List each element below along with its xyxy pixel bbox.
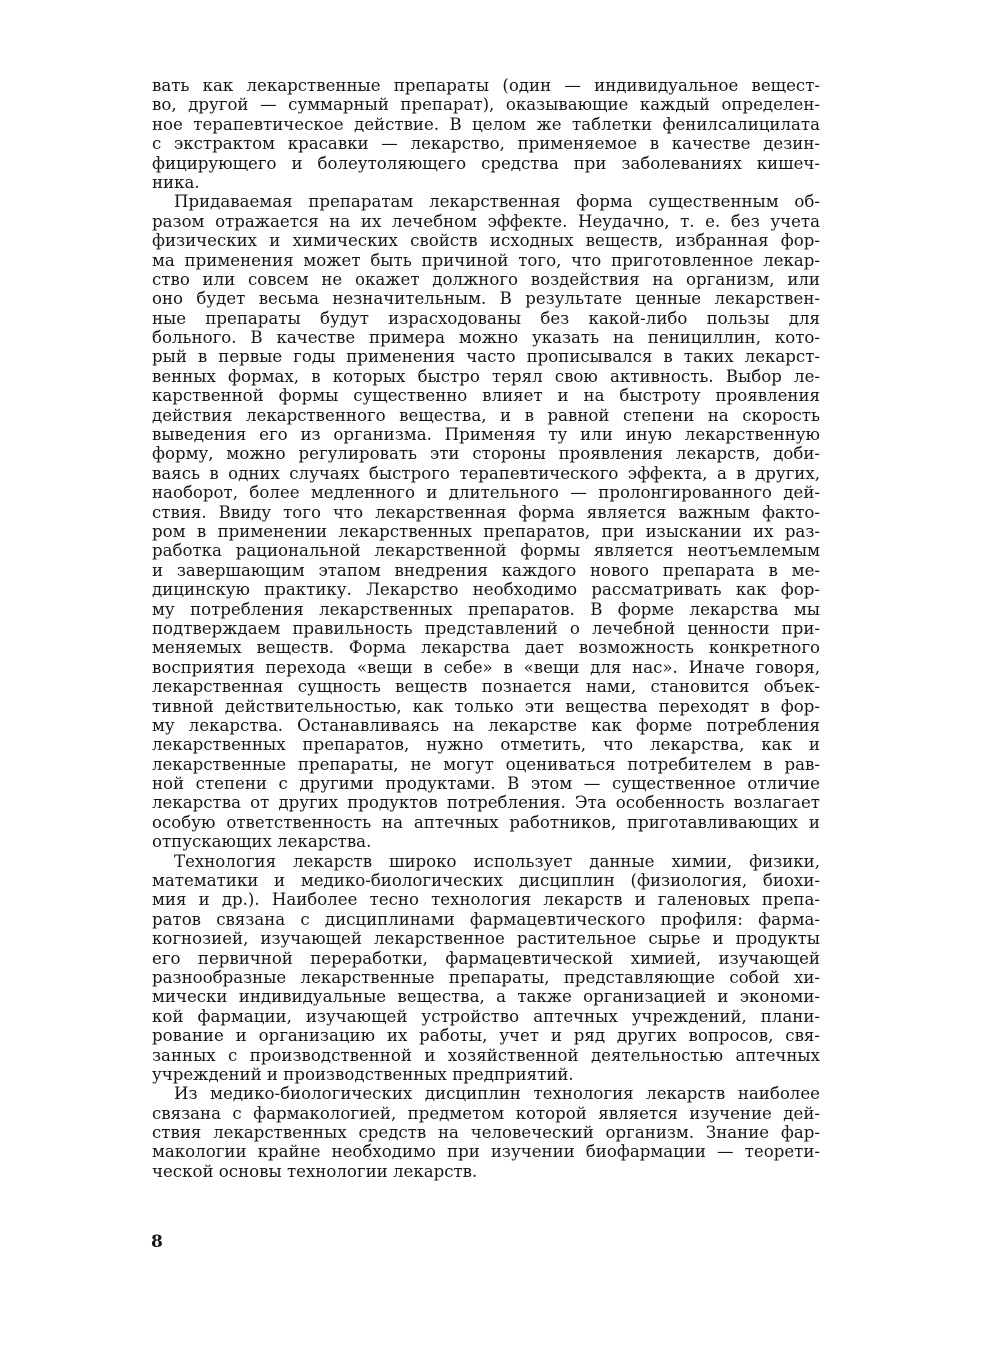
text-line: лекарственная сущность веществ познается нами, становится объек-: [152, 677, 820, 697]
text-line: мия и др.). Наиболее тесно технология лекарств и галеновых препа-: [152, 890, 820, 910]
text-line: му потребления лекарственных препаратов. В форме лекарства мы: [152, 599, 820, 619]
text-line: рый в первые годы применения часто прописывался в таких лекарст-: [152, 347, 820, 367]
text-line: разнообразные лекарственные препараты, представляющие собой хи-: [152, 967, 820, 987]
paragraph: [152, 76, 820, 192]
text-line: лекарственных препаратов, нужно отметить, что лекарства, как и: [152, 735, 820, 755]
body-text: [152, 76, 820, 1181]
text-line: макологии крайне необходимо при изучении биофармации — теорети-: [152, 1142, 820, 1162]
text-line: во, другой — суммарный препарат), оказывающие каждый определен-: [152, 95, 820, 115]
text-line: ство или совсем не окажет должного воздействия на организм, или: [152, 269, 820, 289]
text-line: занных с производственной и хозяйственной деятельностью аптечных: [152, 1045, 820, 1065]
text-line: и завершающим этапом внедрения каждого нового препарата в ме-: [152, 560, 820, 580]
text-line: дицинскую практику. Лекарство необходимо рассматривать как фор-: [152, 580, 820, 600]
text-line: меняемых веществ. Форма лекарства дает возможность конкретного: [152, 638, 820, 658]
text-line: ника.: [152, 172, 200, 192]
text-line: ное терапевтическое действие. В целом же таблетки фенилсалицилата: [152, 114, 820, 134]
text-line: ствия лекарственных средств на человеческий организм. Знание фар-: [152, 1123, 820, 1143]
text-line: наоборот, более медленного и длительного — пролонгированного дей-: [152, 483, 820, 503]
paragraph: [152, 852, 820, 1085]
text-line: Придаваемая препаратам лекарственная форма существенным об-: [174, 192, 820, 212]
text-line: мически индивидуальные вещества, а также организацией и экономи-: [152, 987, 820, 1007]
text-line: учреждений и производственных предприятий.: [152, 1064, 574, 1084]
text-line: рование и организацию их работы, учет и ряд других вопросов, свя-: [152, 1026, 820, 1046]
text-line: оно будет весьма незначительным. В результате ценные лекарствен-: [152, 289, 820, 309]
text-line: действия лекарственного вещества, и в равной степени на скорость: [152, 405, 820, 425]
text-line: му лекарства. Останавливаясь на лекарстве как форме потребления: [152, 715, 820, 735]
paragraph: [152, 192, 820, 851]
text-line: кой фармации, изучающей устройство аптечных учреждений, плани-: [152, 1006, 820, 1026]
text-line: особую ответственность на аптечных работников, приготавливающих и: [152, 812, 820, 832]
text-line: тивной действительностью, как только эти вещества переходят в фор-: [152, 696, 820, 716]
text-line: форму, можно регулировать эти стороны проявления лекарств, доби-: [152, 444, 820, 464]
text-line: подтверждаем правильность представлений о лечебной ценности при-: [152, 618, 820, 638]
text-line: ваясь в одних случаях быстрого терапевтического эффекта, а в других,: [152, 463, 820, 483]
text-line: ром в применении лекарственных препаратов, при изыскании их раз-: [152, 521, 820, 541]
text-line: ратов связана с дисциплинами фармацевтического профиля: фарма-: [152, 909, 820, 929]
text-line: Технология лекарств широко использует данные химии, физики,: [174, 851, 820, 871]
text-line: восприятия перехода «вещи в себе» в «вещи для нас». Иначе говоря,: [152, 657, 820, 677]
text-line: ствия. Ввиду того что лекарственная форма является важным факто-: [152, 502, 820, 522]
text-line: связана с фармакологией, предметом которой является изучение дей-: [152, 1103, 820, 1123]
text-line: лекарственные препараты, не могут оцениваться потребителем в рав-: [152, 754, 820, 774]
text-line: Из медико-биологических дисциплин технология лекарств наиболее: [174, 1084, 820, 1104]
text-line: его первичной переработки, фармацевтической химией, изучающей: [152, 948, 820, 968]
paragraph: [152, 1084, 820, 1181]
text-line: фицирующего и болеутоляющего средства при заболеваниях кишеч-: [152, 153, 820, 173]
text-line: когнозией, изучающей лекарственное растительное сырье и продукты: [152, 929, 820, 949]
text-line: лекарства от других продуктов потребления. Эта особенность возлагает: [152, 793, 820, 813]
text-line: карственной формы существенно влияет и на быстроту проявления: [152, 386, 820, 406]
text-line: выведения его из организма. Применяя ту или иную лекарственную: [152, 425, 820, 445]
text-line: работка рациональной лекарственной формы является неотъемлемым: [152, 541, 820, 561]
text-line: математики и медико-биологических дисциплин (физиология, биохи-: [152, 871, 820, 891]
text-line: ной степени с другими продуктами. В этом — существенное отличие: [152, 774, 820, 794]
text-line: ные препараты будут израсходованы без какой-либо пользы для: [152, 308, 820, 328]
text-line: венных формах, в которых быстро терял свою активность. Выбор ле-: [152, 366, 820, 386]
page-number: 8: [151, 1232, 163, 1252]
text-line: больного. В качестве примера можно указать на пенициллин, кото-: [152, 328, 820, 348]
text-line: ма применения может быть причиной того, что приготовленное лекар-: [152, 250, 820, 270]
text-line: физических и химических свойств исходных веществ, избранная фор-: [152, 231, 820, 251]
text-line: ческой основы технологии лекарств.: [152, 1161, 478, 1181]
text-line: вать как лекарственные препараты (один — индивидуальное вещест-: [152, 76, 820, 95]
text-line: отпускающих лекарства.: [152, 832, 372, 852]
text-line: с экстрактом красавки — лекарство, применяемое в качестве дезин-: [152, 134, 820, 154]
text-line: разом отражается на их лечебном эффекте. Неудачно, т. е. без учета: [152, 211, 820, 231]
